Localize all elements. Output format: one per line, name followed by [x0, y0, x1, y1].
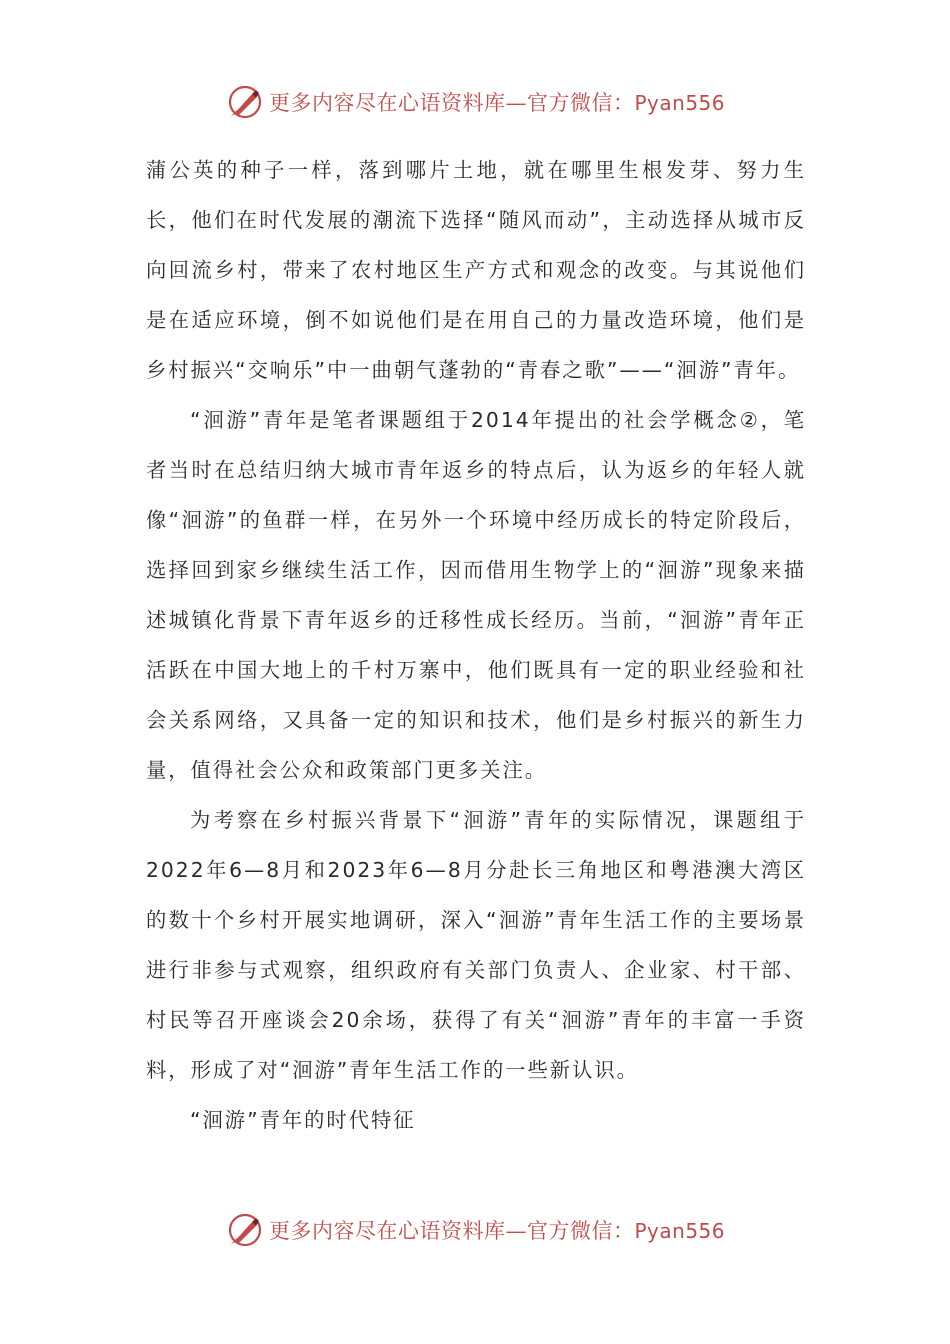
- banner-text: 更多内容尽在心语资料库—官方微信：Pyan556: [268, 1219, 725, 1243]
- section-heading: “洄游”青年的时代特征: [190, 1108, 416, 1132]
- pen-logo-icon: [225, 1210, 265, 1250]
- paragraph-3: 为考察在乡村振兴背景下“洄游”青年的实际情况，课题组于2022年6—8月和2023年6—8月分赴长三角地区和粤港澳大湾区的数十个乡村开展实地调研，深入“洄游”青年生活工作的主要场景进行非参与式观察，组织政府有关部门负责人、企业家、村干部、村民等召开座谈会20余场，获得了有关“洄游”青年的丰富一手资料，形成了对“洄游”青年生活工作的一些新认识。: [146, 808, 806, 1082]
- pen-logo-icon: [225, 82, 265, 122]
- paragraph-2: “洄游”青年是笔者课题组于2014年提出的社会学概念②，笔者当时在总结归纳大城市青年返乡的特点后，认为返乡的年轻人就像“洄游”的鱼群一样，在另外一个环境中经历成长的特定阶段后，选择回到家乡继续生活工作，因而借用生物学上的“洄游”现象来描述城镇化背景下青年返乡的迁移性成长经历。当前，“洄游”青年正活跃在中国大地上的千村万寨中，他们既具有一定的职业经验和社会关系网络，又具备一定的知识和技术，他们是乡村振兴的新生力量，值得社会公众和政策部门更多关注。: [146, 408, 806, 782]
- banner-text: 更多内容尽在心语资料库—官方微信：Pyan556: [268, 91, 725, 115]
- paragraph-1: 蒲公英的种子一样，落到哪片土地，就在哪里生根发芽、努力生长，他们在时代发展的潮流下选择“随风而动”，主动选择从城市反向回流乡村，带来了农村地区生产方式和观念的改变。与其说他们是在适应环境，倒不如说他们是在用自己的力量改造环境，他们是乡村振兴“交响乐”中一曲朝气蓬勃的“青春之歌”——“洄游”青年。: [146, 158, 806, 382]
- article-body: [146, 145, 806, 1145]
- wechat-id: Pyan556: [634, 1219, 725, 1243]
- header-banner: [0, 80, 950, 124]
- footer-banner: [0, 1208, 950, 1252]
- wechat-id: Pyan556: [634, 91, 725, 115]
